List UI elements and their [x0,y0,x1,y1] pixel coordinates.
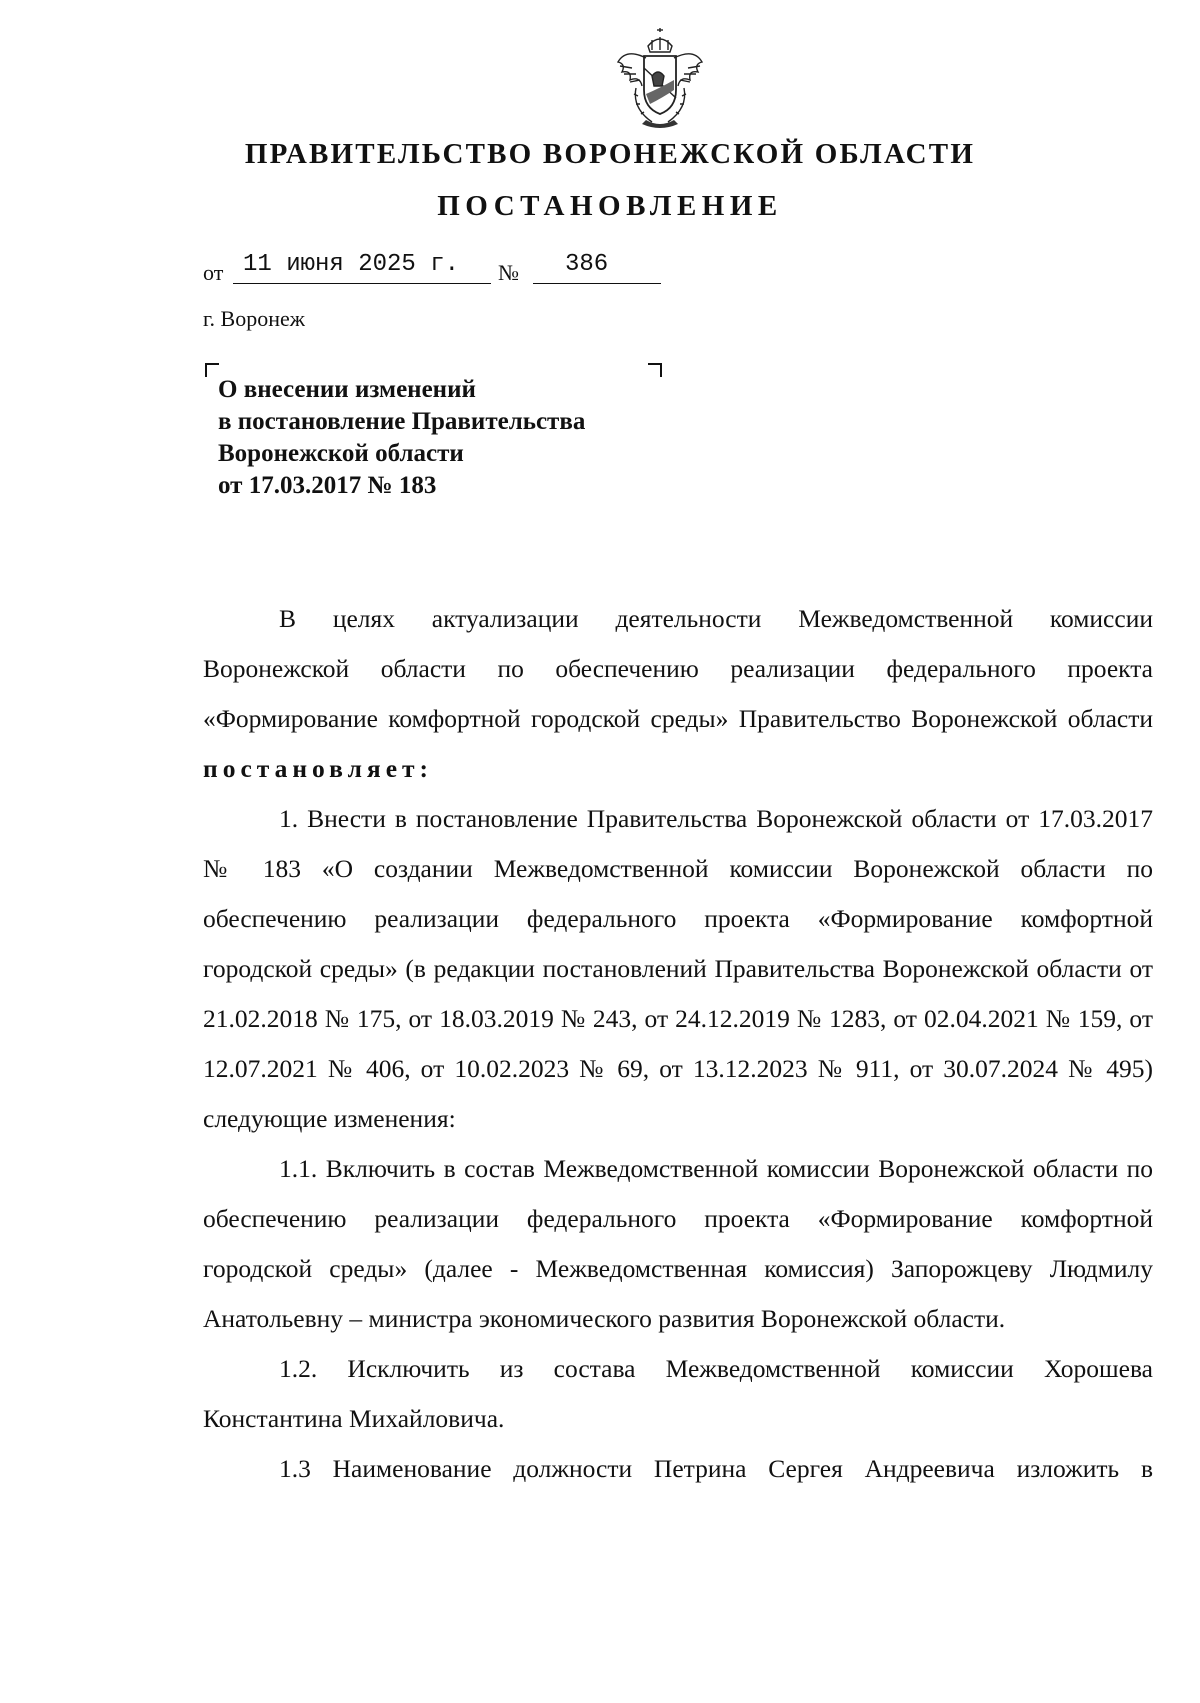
city: г. Воронеж [203,306,305,331]
intro-paragraph [203,594,1153,794]
clause-1-2: 1.2. Исключить из состава Межведомственной комиссии Хорошева Константина Михайловича. [203,1354,1153,1433]
subject-line: О внесении изменений [218,376,476,403]
number-underline [533,283,661,284]
clause-1-1: 1.1. Включить в состав Межведомственной комиссии Воронежской области по обеспечению реализации федерального проекта «Формирование комфортной городской среды» (далее - Межведомственная комиссия) Запорожцеву Людмилу Анатольевну – министра экономического развития Воронежской области. [203,1154,1153,1333]
government-title: ПРАВИТЕЛЬСТВО ВОРОНЕЖСКОЙ ОБЛАСТИ [244,138,976,170]
dateline [203,244,663,290]
resolves-word: постановляет: [203,754,434,783]
document-date: 11 июня 2025 г. [243,251,460,278]
date-label: от [203,260,224,285]
subject-title [218,374,678,502]
subject-line: от 17.03.2017 № 183 [218,472,437,499]
coat-of-arms-icon [612,28,708,128]
number-label: № [498,260,519,285]
document-number: 386 [565,251,609,278]
document-type: ПОСТАНОВЛЕНИЕ [437,190,783,222]
clause-1: 1. Внести в постановление Правительства Воронежской области от 17.03.2017 № 183 «О создании Межведомственной комиссии Воронежской области по обеспечению реализации федерального проекта «Формирование комфортной городской среды» (в редакции постановлений Правительства Воронежской области от 21.02.2018 № 175, от 18.03.2019 № 243, от 24.12.2019 № 1283, от 02.04.2021 № 159, от 12.07.2021 № 406, от 10.02.2023 № 69, от 13.12.2023 № 911, от 30.07.2024 № 495) следующие изменения: [203,804,1153,1133]
document-body [203,594,1153,1494]
subject-line: в постановление Правительства [218,408,586,435]
subject-line: Воронежской области [218,440,464,467]
date-underline [233,283,491,284]
intro-text: В целях актуализации деятельности Межведомственной комиссии Воронежской области по обеспечению реализации федерального проекта «Формирование комфортной городской среды» Правительство Воронежской области [203,604,1153,733]
clause-1-3: 1.3 Наименование должности Петрина Сергея Андреевича изложить в [279,1454,1153,1483]
subject-corner-left [205,363,219,377]
